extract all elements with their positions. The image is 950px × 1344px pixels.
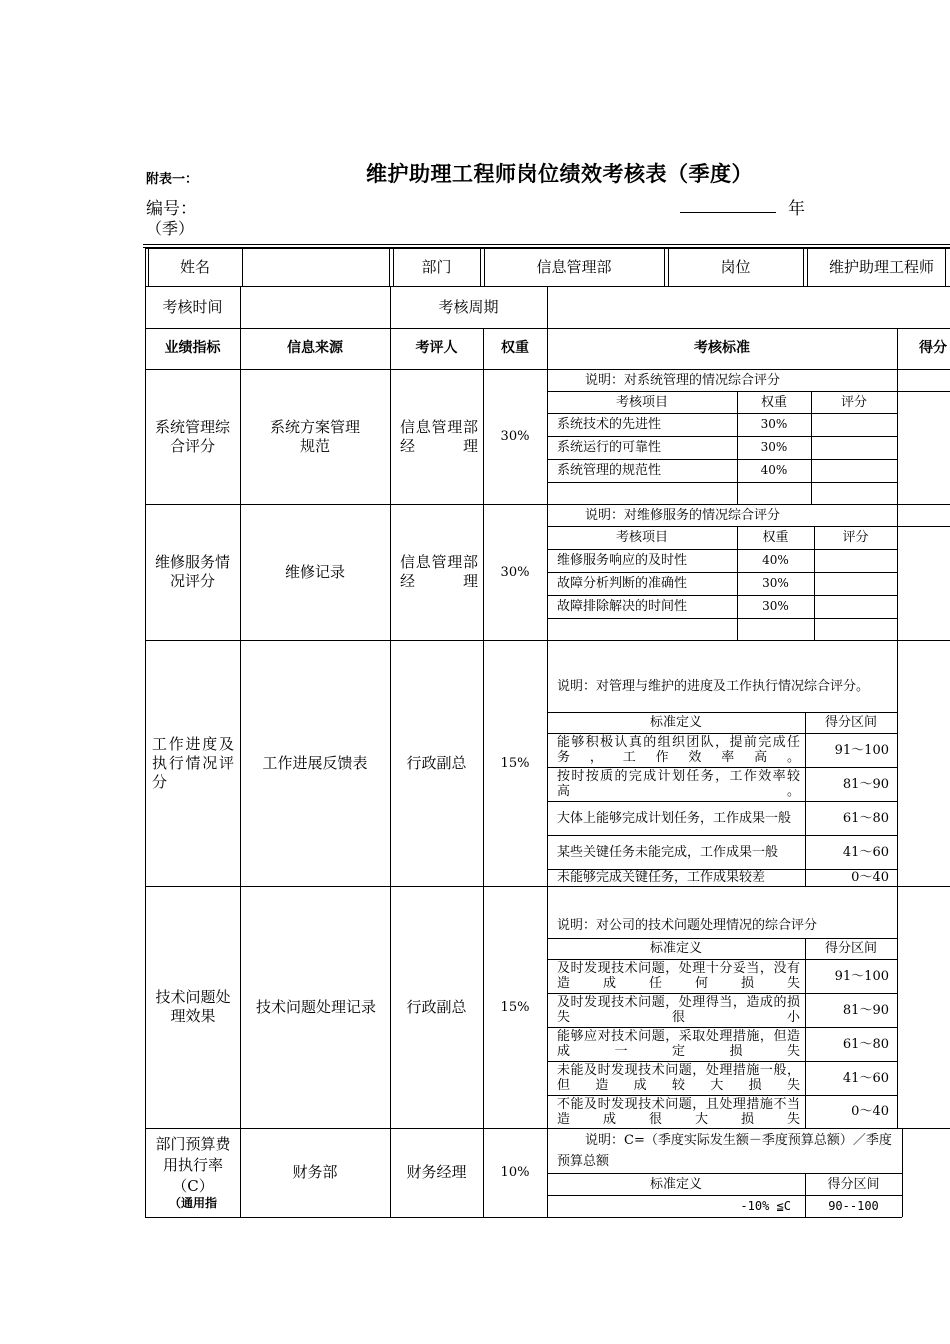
period-time-label: 考核时间 [162,297,223,316]
source-cell: 维修记录 [284,562,345,581]
item-name: 维修服务响应的及时性 [557,553,688,568]
section-note: 说明：对维修服务的情况综合评分 [585,507,781,523]
item-score-field[interactable] [811,436,897,459]
indicator-cell: 部门预算费用执行率（C） [155,1135,231,1195]
item-weight: 30% [760,440,788,454]
sub-header: 得分区间 [824,941,877,956]
standard-def: 能够积极认真的组织团队，提前完成任务，工作效率高。 [557,735,800,765]
col-line [389,248,390,286]
source-cell: 技术问题处理记录 [255,997,376,1016]
weight-cell: 15% [500,999,530,1015]
sub-header: 权重 [760,394,787,410]
item-weight: 40% [760,463,788,477]
item-score-field[interactable] [814,549,897,572]
sub-header: 标准定义 [649,715,702,730]
score-range: 41～60 [842,1070,889,1086]
standard-def: 能够应对技术问题，采取处理措施，但造成一定损失 [557,1029,800,1059]
sub-header: 得分区间 [824,715,877,730]
score-range: 91～100 [834,742,889,758]
indicator-cell: 工作进度及执行情况评分 [152,734,234,791]
appendix-label: 附表一： [146,172,199,187]
item-weight: 30% [762,576,789,590]
sub-header: 权重 [762,530,789,545]
col-header-rater: 考评人 [415,340,458,356]
weight-cell: 15% [500,755,530,771]
indicator-cell: 维修服务情况评分 [154,553,230,590]
col-header-weight: 权重 [501,340,529,356]
col-header-score: 得分 [919,340,947,356]
col-line [902,1128,903,1217]
score-field[interactable] [897,369,950,504]
period-cycle-label: 考核周期 [438,297,499,316]
score-range: 81～90 [842,776,889,792]
year-label: 年 [788,199,805,219]
standard-def: -10% ≦C [740,1198,791,1213]
col-line [547,328,548,1218]
weight-cell: 30% [500,564,530,580]
post-label: 岗位 [720,257,751,276]
score-range: 90--100 [828,1198,879,1213]
col-header-source: 信息来源 [287,340,343,356]
name-label: 姓名 [179,257,210,276]
weight-cell: 10% [500,1165,530,1180]
score-range: 61～80 [842,810,889,826]
sub-header: 评分 [840,394,867,410]
score-range: 41～60 [842,844,889,860]
year-input-line[interactable] [680,212,776,213]
standard-def: 不能及时发现技术问题，且处理措施不当造成很大损失 [557,1096,800,1127]
col-header-standard: 考核标准 [694,340,750,356]
rater-cell: 信息管理部经理 [400,553,478,590]
name-field[interactable] [242,248,389,286]
sub-header: 标准定义 [649,1176,702,1192]
score-range: 0～40 [851,870,889,885]
indicator-cell: 系统管理综合评分 [154,417,230,455]
standard-def: 大体上能够完成计划任务，工作成果一般 [557,810,792,826]
item-weight: 30% [760,417,788,431]
sub-header: 标准定义 [649,941,702,956]
score-range: 61～80 [842,1036,889,1052]
item-name: 系统技术的先进性 [557,417,662,432]
item-score-field[interactable] [811,413,897,436]
col-line [480,248,481,286]
rater-cell: 信息管理部经理 [400,417,478,455]
post-value: 维护助理工程师 [829,257,935,276]
rater-cell: 行政副总 [406,997,467,1016]
serial-label: 编号： [146,199,197,219]
item-name: 系统运行的可靠性 [557,440,662,455]
item-name: 故障分析判断的准确性 [557,576,688,591]
score-field[interactable] [897,640,950,886]
table-left-border [145,248,146,1218]
row-line [145,1217,902,1218]
source-cell: 财务部 [292,1163,338,1181]
row-line [547,482,897,483]
sub-header: 得分区间 [827,1176,880,1192]
standard-def: 未能够完成关键任务，工作成果较差 [557,870,766,885]
item-score-field[interactable] [811,459,897,482]
section-note: 说明：对管理与维护的进度及工作执行情况综合评分。 [557,678,870,694]
indicator-cell: 技术问题处理效果 [155,988,231,1025]
rater-cell: 财务经理 [406,1163,467,1181]
section-note: 说明：对系统管理的情况综合评分 [585,372,781,388]
period-cycle-field[interactable] [547,286,950,328]
standard-def: 及时发现技术问题，处理十分妥当，没有造成任何损失 [557,961,800,991]
period-time-field[interactable] [240,286,390,328]
col-line [664,248,665,286]
section-note: 说明：对公司的技术问题处理情况的综合评分 [557,917,818,933]
source-cell: 系统方案管理规范 [270,417,361,455]
rater-cell: 行政副总 [406,753,467,772]
score-field[interactable] [897,886,950,1128]
score-field[interactable] [897,504,950,640]
page-title: 维护助理工程师岗位绩效考核表（季度） [366,162,753,186]
score-range: 91～100 [834,968,889,984]
row-line [547,618,897,619]
standard-def: 未能及时发现技术问题，处理措施一般，但造成较大损失 [557,1063,800,1093]
source-cell: 工作进展反馈表 [262,753,368,772]
item-name: 系统管理的规范性 [557,463,662,478]
weight-cell: 30% [500,429,530,444]
dept-label: 部门 [421,257,452,276]
col-line [803,248,804,286]
section-note: 说明：C=（季度实际发生额－季度预算总额）／季度预算总额 [557,1133,892,1169]
item-score-field[interactable] [814,572,897,595]
standard-def: 及时发现技术问题，处理得当，造成的损失很小 [557,995,800,1025]
sub-header: 考核项目 [615,530,668,545]
col-header-indicator: 业绩指标 [164,340,221,356]
score-range: 81～90 [842,1002,889,1018]
quarter-label: （季） [146,219,195,238]
sub-header: 考核项目 [615,394,668,410]
standard-def: 按时按质的完成计划任务，工作效率较高。 [557,769,800,799]
score-range: 0～40 [851,1104,889,1119]
sub-header: 评分 [842,530,869,545]
dept-value: 信息管理部 [536,257,612,276]
indicator-note: （通用指 [168,1195,217,1210]
item-score-field[interactable] [814,595,897,618]
item-name: 故障排除解决的时间性 [557,599,688,614]
item-weight: 40% [762,553,789,567]
standard-def: 某些关键任务未能完成，工作成果一般 [557,844,779,860]
item-weight: 30% [762,599,789,613]
